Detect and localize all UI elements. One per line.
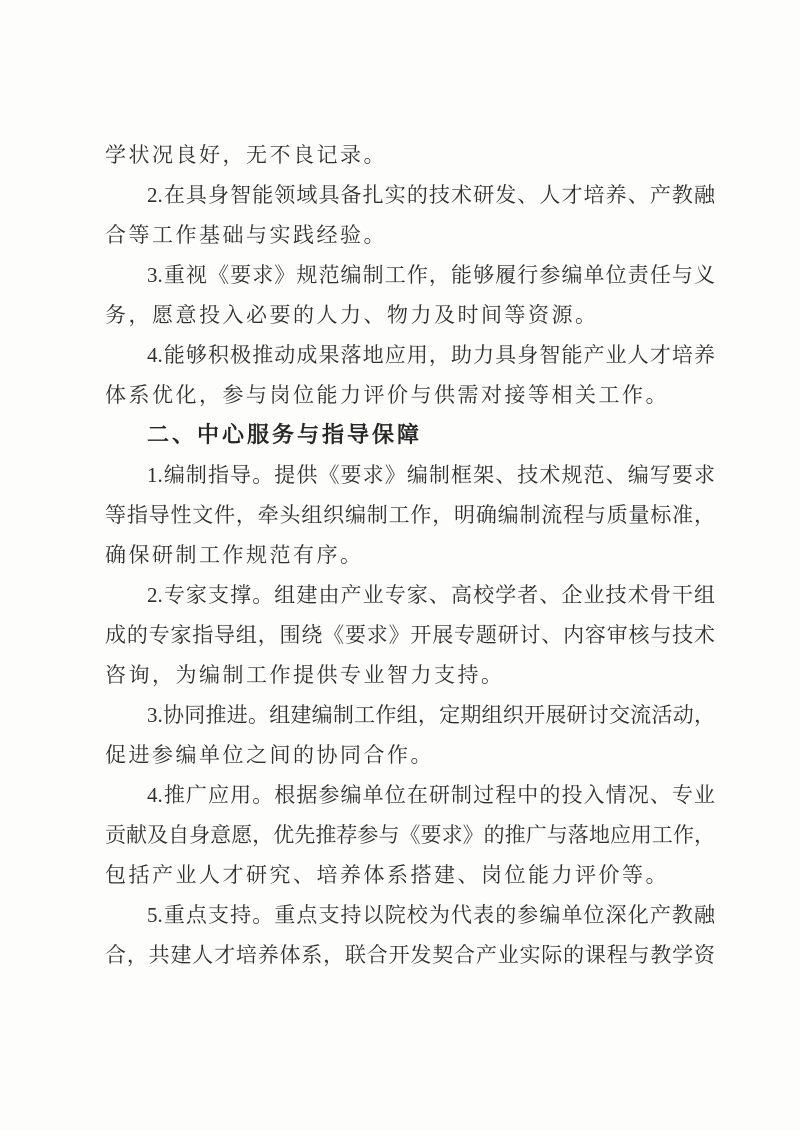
document-line: 咨询，为编制工作提供专业智力支持。 (105, 663, 505, 687)
document-line: 合等工作基础与实践经验。 (105, 223, 387, 247)
document-line: 等指导性文件，牵头组织编制工作，明确编制流程与质量标准， (105, 503, 715, 527)
document-line: 包括产业人才研究、培养体系搭建、岗位能力评价等。 (105, 863, 669, 887)
document-line: 务，愿意投入必要的人力、物力及时间等资源。 (105, 303, 599, 327)
document-line: 4.推广应用。根据参编单位在研制过程中的投入情况、专业 (147, 783, 715, 807)
document-line: 体系优化，参与岗位能力评价与供需对接等相关工作。 (105, 383, 669, 407)
document-line: 2.专家支撑。组建由产业专家、高校学者、企业技术骨干组 (147, 583, 715, 607)
document-line: 1.编制指导。提供《要求》编制框架、技术规范、编写要求 (147, 463, 715, 487)
document-line: 贡献及自身意愿，优先推荐参与《要求》的推广与落地应用工作， (105, 823, 715, 847)
document-line: 4.能够积极推动成果落地应用，助力具身智能产业人才培养 (147, 343, 715, 367)
document-line: 学状况良好，无不良记录。 (105, 143, 387, 167)
document-line: 3.重视《要求》规范编制工作，能够履行参编单位责任与义 (147, 263, 715, 287)
document-line: 5.重点支持。重点支持以院校为代表的参编单位深化产教融 (147, 903, 715, 927)
document-body (105, 135, 715, 975)
document-line: 确保研制工作规范有序。 (105, 543, 364, 567)
document-line: 2.在具身智能领域具备扎实的技术研发、人才培养、产教融 (147, 183, 715, 207)
document-line: 促进参编单位之间的协同合作。 (105, 743, 434, 767)
document-line: 3.协同推进。组建编制工作组，定期组织开展研讨交流活动， (147, 703, 715, 727)
document-line: 成的专家指导组，围绕《要求》开展专题研讨、内容审核与技术 (105, 623, 715, 647)
document-line: 合，共建人才培养体系，联合开发契合产业实际的课程与教学资 (105, 943, 715, 967)
section-heading: 二、中心服务与指导保障 (147, 422, 423, 447)
